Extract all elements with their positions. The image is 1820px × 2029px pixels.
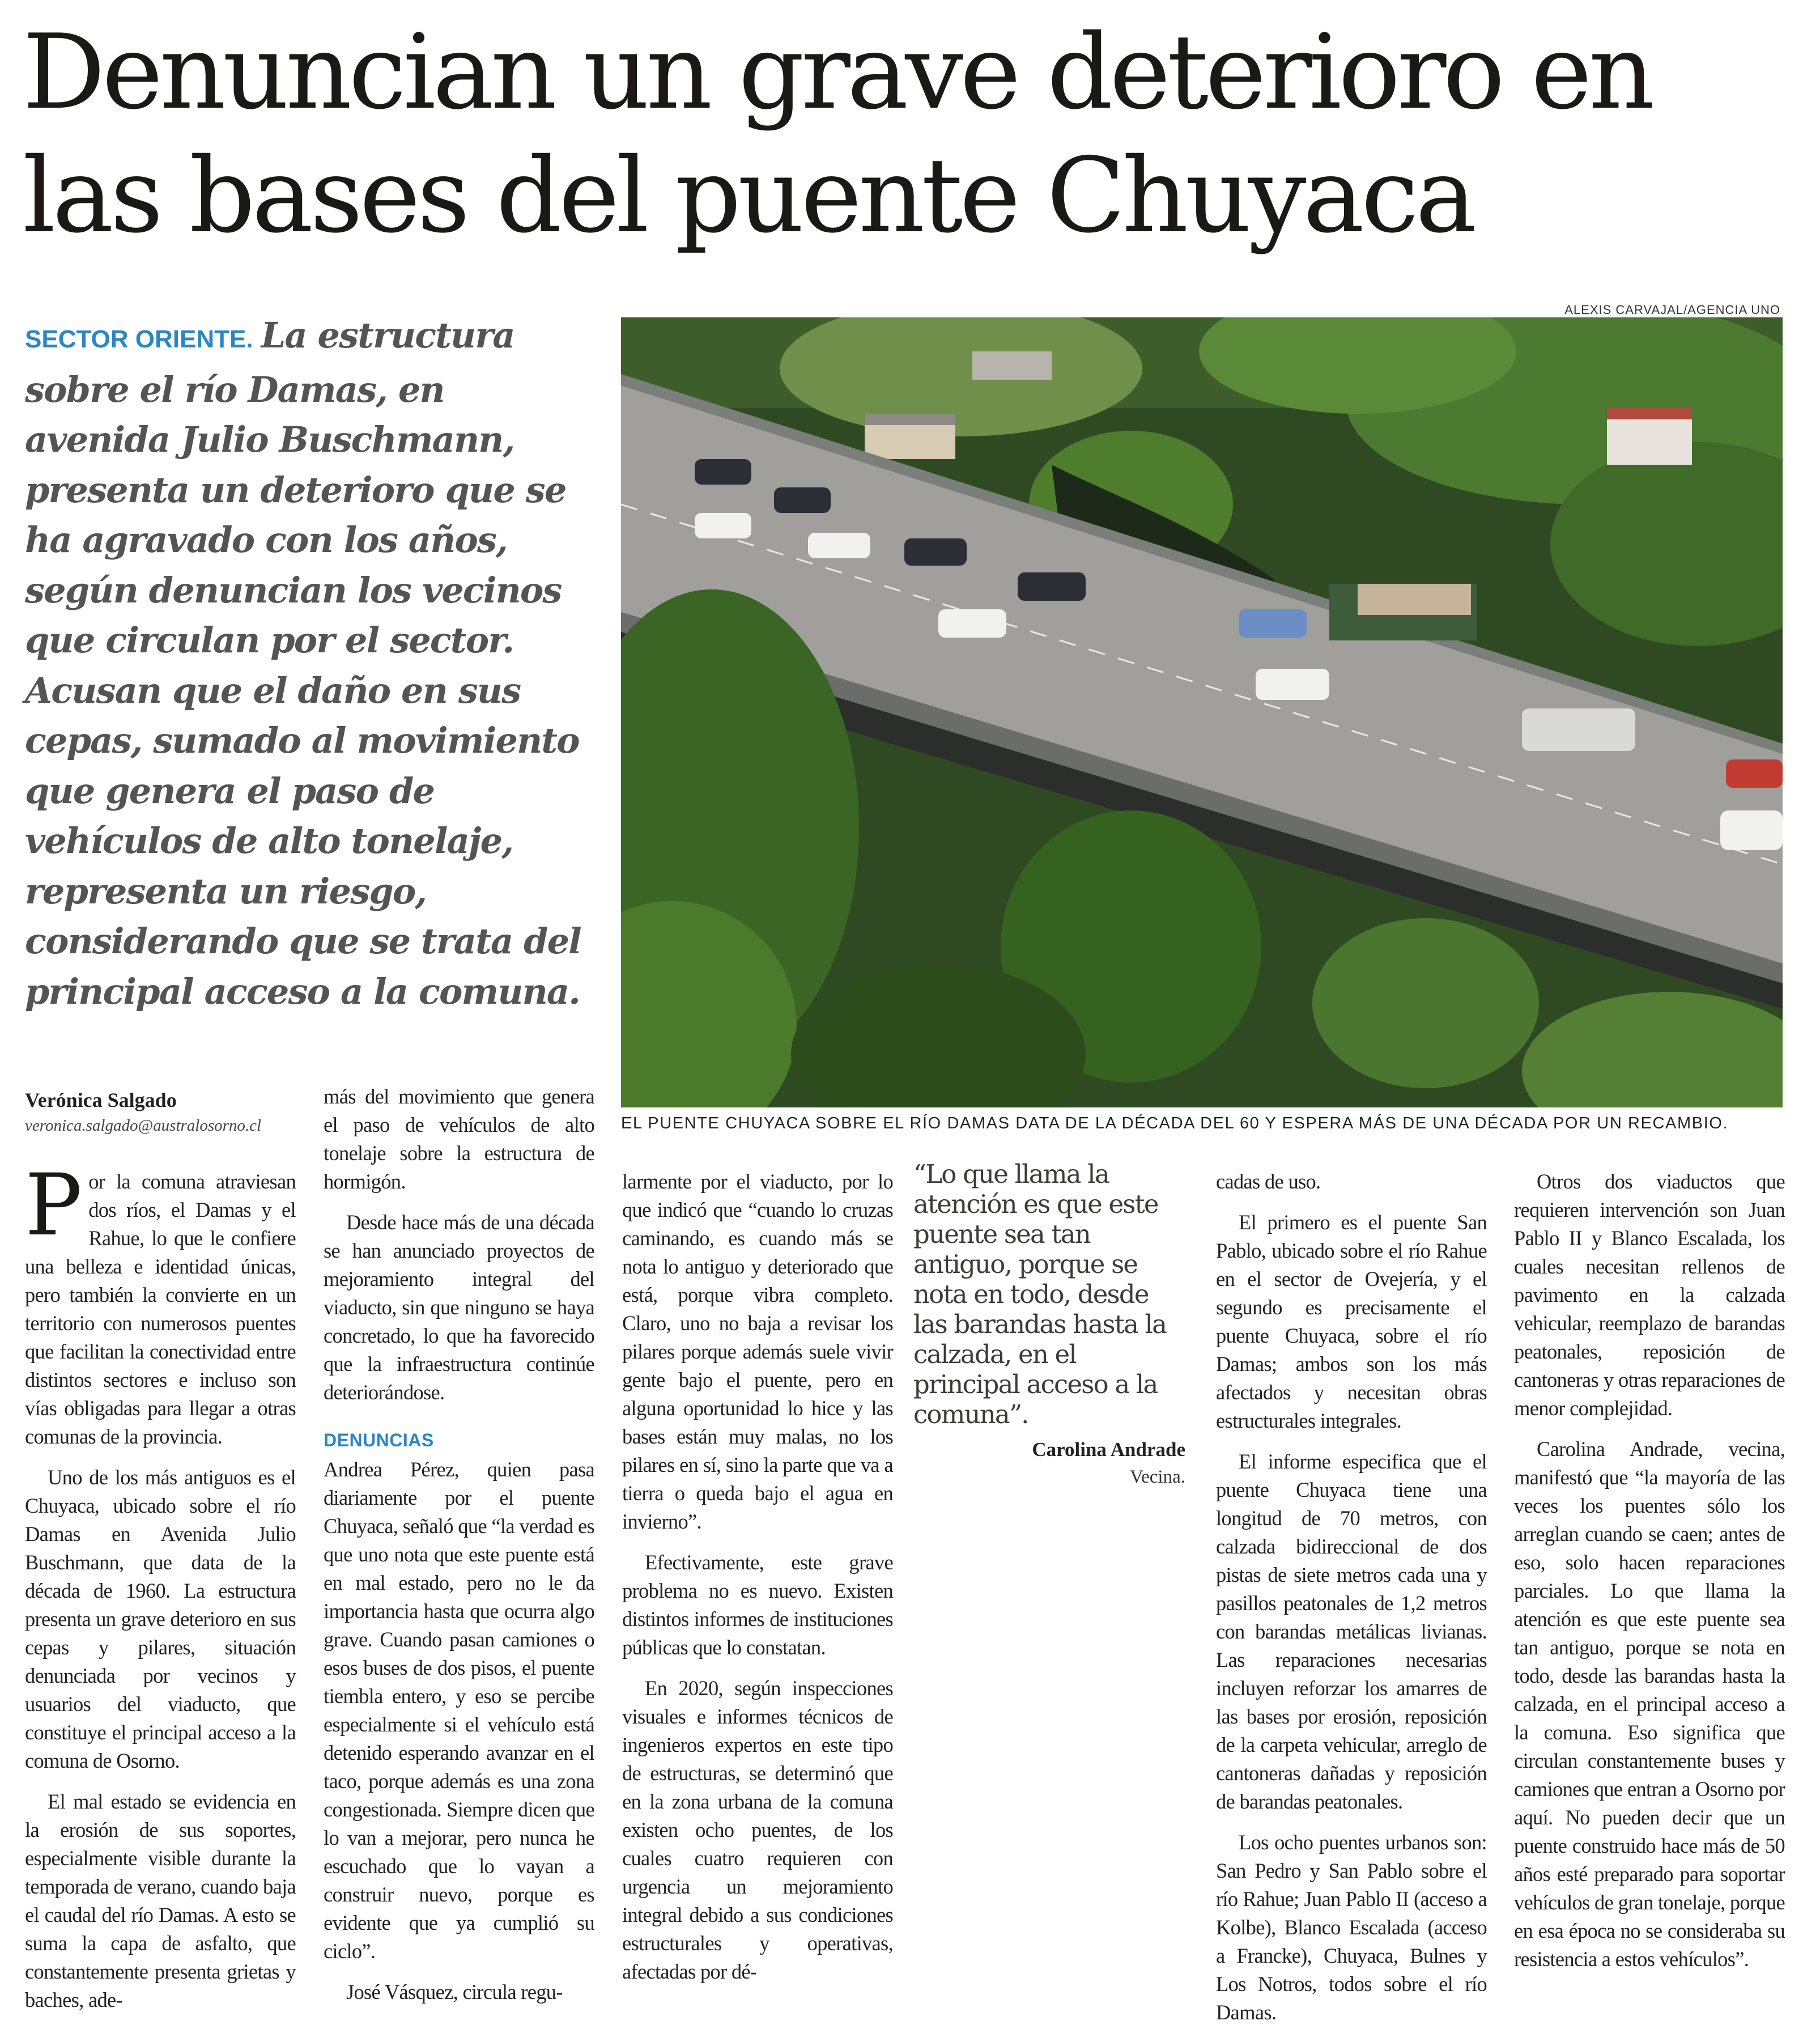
paragraph: larmente por el viaducto, por lo que indicó que “cuando lo cruzas caminando, es cuando más se nota lo antiguo y deteriorado que está, porque vibra completo. Claro, uno no baja a revisar los pilares porque además suele vivir gente bajo el puente, pero en alguna oportunidad lo hice y las bases están muy malas, no los pilares en sí, sino la parte que va a tierra o queda bajo el agua en invierno”. [622, 1170, 893, 1533]
photo-credit: ALEXIS CARVAJAL/AGENCIA UNO [1564, 303, 1780, 317]
bridge-aerial-photo [621, 317, 1783, 1107]
column-2 [324, 1083, 594, 2006]
paragraph: Desde hace más de una década se han anunciado proyectos de mejoramiento integral del viaducto, sin que ninguno se haya concretado, lo que ha favorecido que la infraestructura continúe deteriorándose. [324, 1211, 594, 1404]
headline [23, 10, 1813, 257]
paragraph: Efectivamente, este grave problema no es nuevo. Existen distintos informes de instituciones públicas que lo constatan. [622, 1551, 893, 1659]
paragraph: José Vásquez, circula regu- [346, 1980, 563, 2003]
pull-quote-author: Carolina Andrade [1032, 1438, 1185, 1461]
column-5 [1514, 1168, 1785, 1973]
column-1 [25, 1156, 296, 2014]
lead-kicker: SECTOR ORIENTE. [25, 325, 253, 353]
byline-author: Verónica Salgado [25, 1089, 177, 1111]
headline-line-1: Denuncian un grave deterioro en [23, 12, 1652, 132]
paragraph: Carolina Andrade, vecina, manifestó que “la mayoría de las veces los puentes sólo los arreglan cuando se caen; antes de eso, solo hacen reparaciones parciales. Lo que llama la atención es que este puente sea tan antiguo, porque se nota en todo, desde las barandas hasta la calzada, en el principal acceso a la comuna. Eso significa que circulan constantemente buses y camiones que entran a Osorno por aquí. No pueden decir que un puente construido hace más de 50 años esté preparado para soportar vehículos de gran tonelaje, porque en esa época no se consideraba su resistencia a estos vehículos”. [1514, 1437, 1785, 1971]
paragraph: En 2020, según inspecciones visuales e informes técnicos de ingenieros expertos en este tipo de estructuras, se determinó que en la zona urbana de la comuna existen ocho puentes, de los cuales cuatro requieren con urgencia un mejoramiento integral debido a sus condiciones estructurales y operativas, afectadas por dé- [622, 1676, 893, 1983]
photo-caption: EL PUENTE CHUYACA SOBRE EL RÍO DAMAS DATA DE LA DÉCADA DEL 60 Y ESPERA MÁS DE UNA DÉCADA POR UN RECAMBIO. [621, 1114, 1729, 1132]
paragraph: El informe especifica que el puente Chuyaca tiene una longitud de 70 metros, con calzada bidireccional de dos pistas de siete metros cada una y pasillos peatonales de 1,2 metros con barandas metálicas livianas. Las reparaciones necesarias incluyen reforzar los amarres de las bases por erosión, reposición de la carpeta vehicular, arreglo de cantoneras dañadas y reposición de barandas peatonales. [1216, 1450, 1487, 1813]
paragraph: más del movimiento que genera el paso de vehículos de alto tonelaje sobre la estructura de hormigón. [324, 1085, 594, 1193]
section-subhead: DENUNCIAS [324, 1430, 434, 1450]
paragraph-text: or la comuna atraviesan dos ríos, el Damas y el Rahue, lo que le confiere una belleza e identidad únicas, pero también la convierte en un territorio con numerosos puentes que facilitan la conectividad entre distintos sectores e incluso son vías obligadas para llegar a otras comunas de la provincia. [25, 1170, 296, 1448]
paragraph: Andrea Pérez, quien pasa diariamente por el puente Chuyaca, señaló que “la verdad es que uno nota que este puente está en mal estado, pero no le da importancia hasta que ocurra algo grave. Cuando pasan camiones o esos buses de dos pisos, el puente tiembla entero, y eso se percibe especialmente si el vehículo está detenido esperando avanzar en el taco, porque además es una zona congestionada. Siempre dicen que lo van a mejorar, pero nunca he escuchado que lo vayan a construir nuevo, porque es evidente que ya cumplió su ciclo”. [324, 1458, 594, 1963]
paragraph: cadas de uso. [1216, 1170, 1321, 1193]
paragraph [25, 1156, 296, 1451]
drop-cap: P [25, 1156, 82, 1255]
headline-line-2: las bases del puente Chuyaca [23, 135, 1474, 256]
paragraph: Los ocho puentes urbanos son: San Pedro y San Pablo sobre el río Rahue; Juan Pablo II (acceso a Kolbe), Blanco Escalada (acceso a Francke), Chuyaca, Bulnes y Los Notros, todos sobre el río Damas. [1216, 1831, 1487, 2024]
column-4 [1216, 1168, 1487, 2027]
paragraph: El primero es el puente San Pablo, ubicado sobre el río Rahue en el sector de Ovejería, y el segundo es precisamente el puente Chuyaca, sobre el río Damas; ambos son los más afectados y necesitan obras estructurales integrales. [1216, 1211, 1487, 1432]
pull-quote-role: Vecina. [1129, 1467, 1185, 1487]
pull-quote: “Lo que llama la atención es que este puente sea tan antiguo, porque se nota en todo, desde las barandas hasta la calzada, en el principal acceso a la comuna”. [913, 1159, 1167, 1429]
lead-paragraph [25, 311, 597, 1017]
paragraph: Otros dos viaductos que requieren intervención son Juan Pablo II y Blanco Escalada, los cuales necesitan rellenos de pavimento en la calzada vehicular, reemplazo de barandas peatonales, reposición de cantoneras y otras reparaciones de menor complejidad. [1514, 1170, 1785, 1420]
bridge-photo-illustration [621, 317, 1783, 1107]
byline-email: veronica.salgado@australosorno.cl [25, 1117, 262, 1135]
paragraph: El mal estado se evidencia en la erosión de sus soportes, especialmente visible durante la temporada de verano, cuando baja el caudal del río Damas. A esto se suma la capa de asfalto, que constantemente presenta grietas y baches, ade- [25, 1790, 296, 2011]
paragraph: Uno de los más antiguos es el Chuyaca, ubicado sobre el río Damas en Avenida Julio Buschmann, que data de la década de 1960. La estructura presenta un grave deterioro en sus cepas y pilares, situación denunciada por vecinos y usuarios del viaducto, que constituye el principal acceso a la comuna de Osorno. [25, 1466, 296, 1772]
column-3 [622, 1168, 893, 1986]
lead-text: La estructura sobre el río Damas, en avenida Julio Buschmann, presenta un deterioro que se ha agravado con los años, según denuncian los vecinos que circulan por el sector. Acusan que el daño en sus cepas, sumado al movimiento que genera el paso de vehículos de alto tonelaje, representa un riesgo, considerando que se trata del principal acceso a la comuna. [25, 315, 581, 1012]
